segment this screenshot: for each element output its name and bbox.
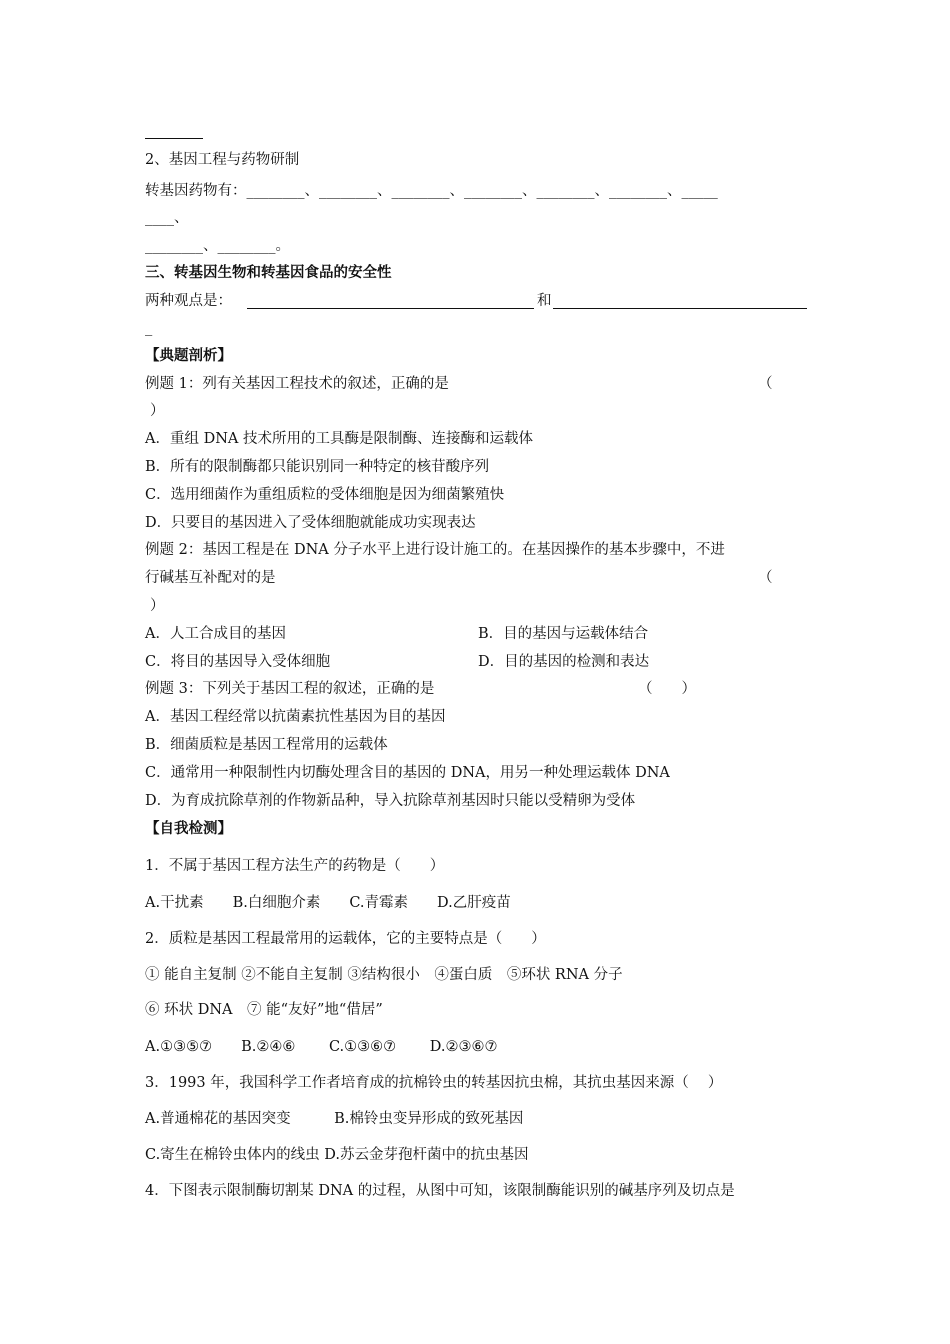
selfcheck-q3-options-2: C.寄生在棉铃虫体内的线虫 D.苏云金芽孢杆菌中的抗虫基因 bbox=[145, 1147, 529, 1163]
example1-option-b: B．所有的限制酶都只能识别同一种特定的核苷酸序列 bbox=[145, 459, 490, 475]
drug-line: 转基因药物有：________、________、________、________、________、________、_____ bbox=[145, 183, 718, 199]
example3-paren: （ ） bbox=[638, 681, 696, 697]
example2-paren-open: （ bbox=[758, 570, 773, 586]
views-dash: _ bbox=[145, 320, 153, 336]
example2-stem-2: 行碱基互补配对的是 bbox=[145, 570, 276, 586]
example2-stem-1: 例题 2：基因工程是在 DNA 分子水平上进行设计施工的。在基因操作的基本步骤中，不进 bbox=[145, 542, 725, 558]
example3-option-c: C．通常用一种限制性内切酶处理含目的基因的 DNA，用另一种处理运载体 DNA bbox=[145, 765, 670, 781]
examples-heading: 【典题剖析】 bbox=[145, 348, 232, 364]
selfcheck-heading: 【自我检测】 bbox=[145, 821, 232, 837]
view-blank-2 bbox=[553, 308, 807, 309]
example2-option-b: B．目的基因与运载体结合 bbox=[478, 626, 649, 642]
top-rule bbox=[145, 138, 203, 139]
selfcheck-q3-options-1: A.普通棉花的基因突变 B.棉铃虫变异形成的致死基因 bbox=[145, 1111, 524, 1127]
selfcheck-q4-stem: 4．下图表示限制酶切割某 DNA 的过程，从图中可知，该限制酶能识别的碱基序列及切点是 bbox=[145, 1183, 735, 1199]
example1-option-d: D．只要目的基因进入了受体细胞就能成功实现表达 bbox=[145, 515, 476, 531]
section2-heading: 2、基因工程与药物研制 bbox=[145, 152, 300, 168]
example2-paren-close: ） bbox=[150, 598, 165, 614]
section3-heading: 三、转基因生物和转基因食品的安全性 bbox=[145, 265, 392, 281]
example3-option-d: D．为育成抗除草剂的作物新品种，导入抗除草剂基因时只能以受精卵为受体 bbox=[145, 793, 636, 809]
example2-option-d: D．目的基因的检测和表达 bbox=[478, 654, 650, 670]
example3-stem: 例题 3：下列关于基因工程的叙述，正确的是 bbox=[145, 681, 435, 697]
selfcheck-q2-options: A.①③⑤⑦ B.②④⑥ C.①③⑥⑦ D.②③⑥⑦ bbox=[145, 1039, 498, 1055]
selfcheck-q1-stem: 1．不属于基因工程方法生产的药物是（ ） bbox=[145, 858, 445, 874]
selfcheck-q3-stem: 3．1993 年，我国科学工作者培育成的抗棉铃虫的转基因抗虫棉，其抗虫基因来源（ ） bbox=[145, 1075, 723, 1091]
example2-option-a: A．人工合成目的基因 bbox=[145, 626, 286, 642]
example3-option-b: B．细菌质粒是基因工程常用的运载体 bbox=[145, 737, 388, 753]
example1-paren-close: ） bbox=[150, 403, 165, 419]
views-and: 和 bbox=[537, 293, 552, 309]
views-label: 两种观点是： bbox=[145, 293, 232, 309]
view-blank-1 bbox=[247, 308, 534, 309]
drug-line-3: ________、________。 bbox=[145, 238, 290, 254]
example1-option-c: C．选用细菌作为重组质粒的受体细胞是因为细菌繁殖快 bbox=[145, 487, 505, 503]
selfcheck-q2-stem: 2．质粒是基因工程最常用的运载体，它的主要特点是（ ） bbox=[145, 931, 546, 947]
example1-paren-open: （ bbox=[758, 376, 773, 392]
example3-option-a: A．基因工程经常以抗菌素抗性基因为目的基因 bbox=[145, 709, 446, 725]
selfcheck-q2-items-2: ⑥ 环状 DNA ⑦ 能“友好”地“借居” bbox=[145, 1002, 383, 1018]
example1-stem: 例题 1：列有关基因工程技术的叙述，正确的是 bbox=[145, 376, 449, 392]
selfcheck-q1-options: A.干扰素 B.白细胞介素 C.青霉素 D.乙肝疫苗 bbox=[145, 895, 511, 911]
drug-line-2: ____、 bbox=[145, 210, 189, 226]
example2-option-c: C．将目的基因导入受体细胞 bbox=[145, 654, 331, 670]
selfcheck-q2-items-1: ① 能自主复制 ②不能自主复制 ③结构很小 ④蛋白质 ⑤环状 RNA 分子 bbox=[145, 967, 623, 983]
example1-option-a: A．重组 DNA 技术所用的工具酶是限制酶、连接酶和运载体 bbox=[145, 431, 533, 447]
